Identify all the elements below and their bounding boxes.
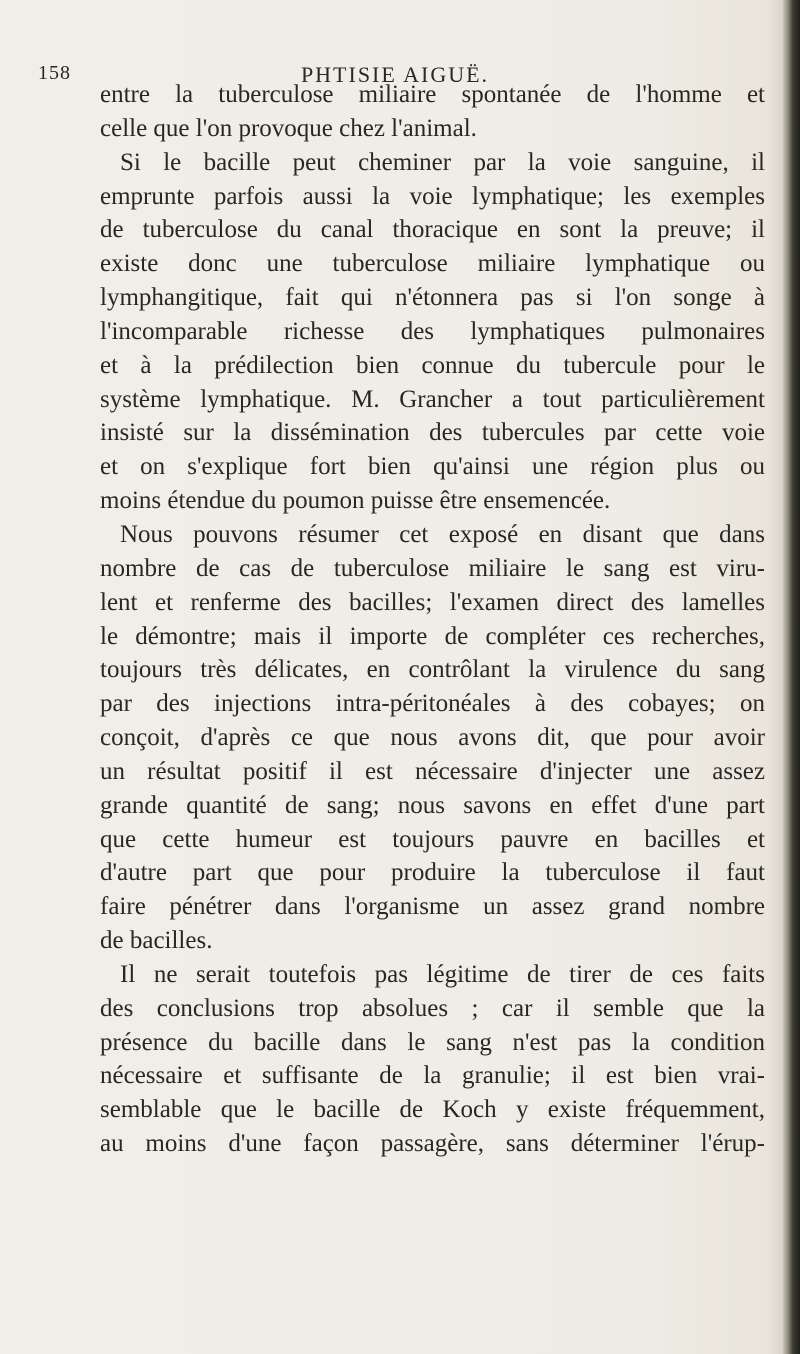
text-line: existe donc une tuberculose miliaire lymphatique ou [100, 250, 765, 278]
text-line: moins étendue du poumon puisse être ensemencée. [100, 487, 611, 515]
text-line: que cette humeur est toujours pauvre en bacilles et [100, 825, 765, 853]
body-text [100, 78, 765, 1161]
text-line: système lymphatique. M. Grancher a tout particulièrement [100, 385, 765, 413]
text-line: présence du bacille dans le sang n'est pas la condition [100, 1028, 765, 1056]
page-number: 158 [38, 62, 71, 84]
text-line: Si le bacille peut cheminer par la voie sanguine, il [120, 148, 765, 176]
text-line: au moins d'une façon passagère, sans déterminer l'érup- [100, 1130, 765, 1158]
text-line: semblable que le bacille de Koch y existe fréquemment, [100, 1096, 765, 1124]
running-title: PHTISIE AIGUË. [300, 62, 490, 87]
text-line: grande quantité de sang; nous savons en effet d'une part [100, 791, 765, 819]
page-edge-shadow [782, 0, 800, 1354]
text-line: entre la tuberculose miliaire spontanée de l'homme et [100, 81, 765, 108]
text-line: faire pénétrer dans l'organisme un assez grand nombre [100, 893, 765, 921]
text-line: nécessaire et suffisante de la granulie; il est bien vrai- [100, 1062, 765, 1090]
text-line: Il ne serait toutefois pas légitime de tirer de ces faits [120, 960, 765, 988]
text-line: celle que l'on provoque chez l'animal. [100, 114, 477, 142]
text-line: l'incomparable richesse des lymphatiques pulmonaires [100, 317, 765, 345]
text-line: nombre de cas de tuberculose miliaire le sang est viru- [100, 554, 765, 582]
text-line: par des injections intra-péritonéales à des cobayes; on [100, 690, 765, 718]
text-line: le démontre; mais il importe de compléter ces recherches, [100, 622, 765, 650]
text-line: toujours très délicates, en contrôlant la virulence du sang [100, 656, 765, 684]
text-line: lent et renferme des bacilles; l'examen direct des lamelles [100, 588, 765, 616]
text-line: conçoit, d'après ce que nous avons dit, que pour avoir [100, 724, 765, 752]
text-line: et à la prédilection bien connue du tubercule pour le [100, 351, 765, 379]
text-line: de bacilles. [100, 927, 213, 955]
text-line: et on s'explique fort bien qu'ainsi une région plus ou [100, 453, 765, 481]
text-line: emprunte parfois aussi la voie lymphatique; les exemples [100, 182, 765, 210]
text-line: lymphangitique, fait qui n'étonnera pas si l'on songe à [100, 284, 765, 312]
text-line: d'autre part que pour produire la tuberculose il faut [100, 859, 765, 887]
text-line: des conclusions trop absolues ; car il semble que la [100, 994, 765, 1022]
text-line: de tuberculose du canal thoracique en sont la preuve; il [100, 216, 765, 244]
text-line: un résultat positif il est nécessaire d'injecter une assez [100, 757, 765, 785]
text-line: Nous pouvons résumer cet exposé en disant que dans [120, 520, 765, 548]
text-line: insisté sur la dissémination des tubercules par cette voie [100, 419, 765, 447]
